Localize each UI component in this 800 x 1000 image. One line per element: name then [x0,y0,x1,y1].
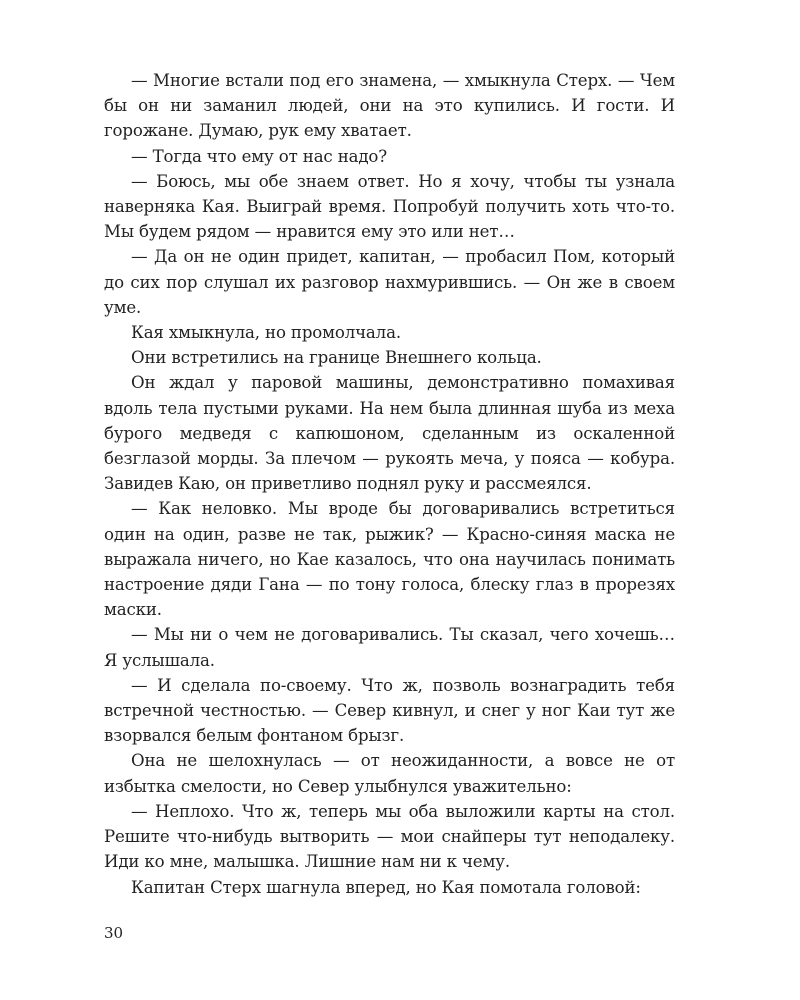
paragraph-1: — Многие встали под его знамена, — хмыкнула Стерх. — Чем бы он ни заманил людей, они на это купились. И гости. И горожане. Думаю, рук ему хватает. [104,71,675,141]
paragraph-6: Они встретились на границе Внешнего кольца. [131,348,542,368]
paragraph-12: — Неплохо. Что ж, теперь мы оба выложили карты на стол. Решите что-нибудь вытворить — мои снайперы тут неподалеку. Иди ко мне, малышка. Лишние нам ни к чему. [104,801,675,872]
paragraph-7: Он ждал у паровой машины, демонстративно помахивая вдоль тела пустыми руками. На нем была длинная шуба из меха бурого медведя с капюшоном, сделанным из оскаленной безглазой морды. За плечом — рукоять меча, у пояса — кобура. Завидев Каю, он приветливо поднял руку и рассмеялся. [104,373,675,494]
paragraph-8: — Как неловко. Мы вроде бы договаривались встретиться один на один, разве не так, рыжик? — Красно-синяя маска не выражала ничего, но Кае казалось, что она научилась понимать настроение дяди Гана — по тону голоса, блеску глаз в прорезях маски. [104,499,675,620]
paragraph-5: Кая хмыкнула, но промолчала. [131,323,401,343]
body-text [104,68,675,900]
page-number: 30 [104,924,124,942]
paragraph-9: — Мы ни о чем не договаривались. Ты сказал, чего хочешь… Я услышала. [104,625,675,670]
paragraph-11: Она не шелохнулась — от неожиданности, а вовсе не от избытка смелости, но Север улыбнулся уважительно: [104,751,675,796]
paragraph-3: — Боюсь, мы обе знаем ответ. Но я хочу, чтобы ты узнала наверняка Кая. Выиграй время. Попробуй получить хоть что-то. Мы будем рядом — нравится ему это или нет… [104,171,675,242]
paragraph-10: — И сделала по-своему. Что ж, позволь вознаградить тебя встречной честностью. — Север кивнул, и снег у ног Каи тут же взорвался белым фонтаном брызг. [104,675,675,746]
paragraph-4: — Да он не один придет, капитан, — пробасил Пом, который до сих пор слушал их разговор нахмурившись. — Он же в своем уме. [104,247,675,317]
paragraph-2: — Тогда что ему от нас надо? [131,146,388,166]
paragraph-13: Капитан Стерх шагнула вперед, но Кая помотала головой: [131,877,641,897]
